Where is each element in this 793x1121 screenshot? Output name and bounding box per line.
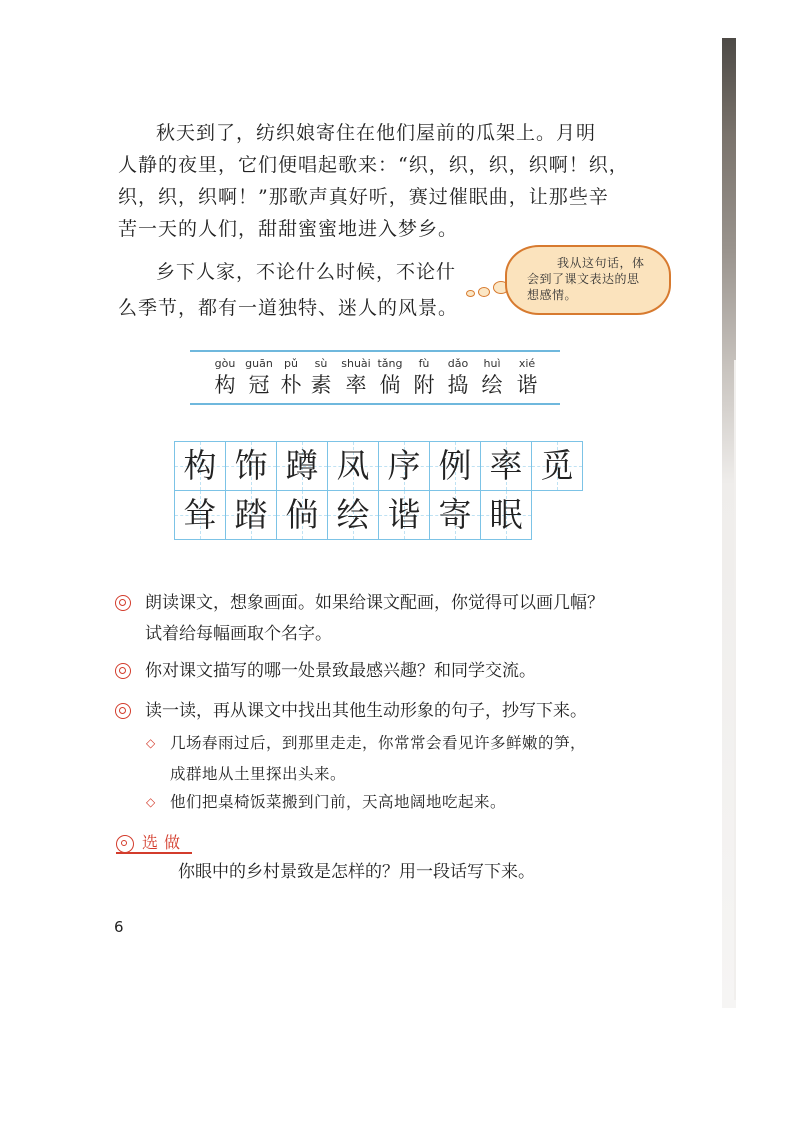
char-cell [174, 490, 226, 540]
hanzi: 朴 [280, 373, 302, 397]
practice-char: 耸 [183, 495, 217, 534]
hanzi: 率 [345, 373, 367, 397]
char-cell [225, 490, 277, 540]
pinyin: shuài [341, 357, 371, 370]
char-cell [429, 490, 481, 540]
exercise-bullet-icon [115, 595, 131, 611]
exercise-bullet-icon [115, 703, 131, 719]
pinyin-word [505, 357, 549, 399]
pinyin: sù [314, 357, 328, 370]
divider [190, 403, 560, 405]
char-cell [531, 441, 583, 491]
practice-char: 倘 [285, 495, 319, 534]
pinyin: guān [245, 357, 273, 370]
char-cell [225, 441, 277, 491]
bubble-line: 会到了课文表达的思 [527, 272, 640, 286]
practice-char: 蹲 [285, 446, 319, 485]
diamond-bullet-icon: ◇ [146, 795, 156, 809]
char-cell [327, 441, 379, 491]
exercise-bullet-icon [115, 663, 131, 679]
page-edge-line [734, 360, 736, 1000]
divider [190, 350, 560, 352]
text-line: 么季节，都有一道独特、迷人的风景。 [118, 297, 459, 319]
pinyin: fù [418, 357, 430, 370]
pinyin: gòu [214, 357, 236, 370]
practice-char: 饰 [234, 446, 268, 485]
hanzi: 绘 [481, 373, 503, 397]
char-cell [480, 441, 532, 491]
practice-char: 凤 [336, 446, 370, 485]
exercise-text: 你对课文描写的哪一处景致最感兴趣？和同学交流。 [145, 661, 536, 681]
char-cell [378, 490, 430, 540]
practice-char: 序 [387, 446, 421, 485]
exercise-text: 试着给每幅画取个名字。 [145, 624, 332, 644]
bubble-text [527, 255, 662, 303]
hanzi: 附 [413, 373, 435, 397]
text-line: 苦一天的人们，甜甜蜜蜜地进入梦乡。 [118, 218, 459, 240]
hanzi: 谐 [516, 373, 538, 397]
page-number: 6 [114, 918, 124, 936]
optional-underline [116, 852, 192, 854]
text-line: 人静的夜里，它们便唱起歌来：“织，织，织，织啊！织， [118, 154, 629, 176]
hanzi: 冠 [248, 373, 270, 397]
pinyin: dǎo [447, 357, 469, 370]
char-cell [429, 441, 481, 491]
practice-char: 率 [489, 446, 523, 485]
bubble-tail-dot [466, 290, 475, 297]
char-cell [480, 490, 532, 540]
text-line: 乡下人家，不论什么时候，不论什 [156, 261, 457, 283]
practice-char: 寄 [438, 495, 472, 534]
diamond-bullet-icon: ◇ [146, 736, 156, 750]
char-cell [276, 441, 328, 491]
char-cell [378, 441, 430, 491]
char-cell [327, 490, 379, 540]
example-text: 他们把桌椅饭菜搬到门前，天高地阔地吃起来。 [170, 793, 507, 811]
optional-label: 选做 [142, 833, 187, 852]
exercise-text: 朗读课文，想象画面。如果给课文配画，你觉得可以画几幅？ [145, 593, 604, 613]
practice-char: 例 [438, 446, 472, 485]
bubble-tail-dot [478, 287, 490, 297]
hanzi: 捣 [447, 373, 469, 397]
pinyin: pǔ [284, 357, 298, 370]
bubble-line: 想感情。 [527, 288, 578, 302]
pinyin: huì [483, 357, 501, 370]
practice-char: 构 [183, 446, 217, 485]
char-cell [276, 490, 328, 540]
exercise-text: 读一读，再从课文中找出其他生动形象的句子，抄写下来。 [145, 701, 587, 721]
optional-icon [116, 835, 134, 853]
practice-char: 谐 [387, 495, 421, 534]
practice-char: 觅 [540, 446, 574, 485]
hanzi: 构 [214, 373, 236, 397]
pinyin: tǎng [377, 357, 403, 370]
bubble-line: 我从这句话，体 [557, 256, 645, 270]
practice-char: 眠 [489, 495, 523, 534]
practice-char: 踏 [234, 495, 268, 534]
practice-char: 绘 [336, 495, 370, 534]
text-line: 秋天到了，纺织娘寄住在他们屋前的瓜架上。月明 [156, 122, 597, 144]
example-text: 成群地从土里探出头来。 [170, 765, 347, 783]
hanzi: 倘 [379, 373, 401, 397]
text-line: 织，织，织啊！”那歌声真好听，赛过催眠曲，让那些辛 [118, 186, 609, 208]
optional-text: 你眼中的乡村景致是怎样的？用一段话写下来。 [178, 862, 535, 882]
char-cell [174, 441, 226, 491]
pinyin: xié [518, 357, 536, 370]
example-text: 几场春雨过后，到那里走走，你常常会看见许多鲜嫩的笋， [170, 734, 587, 752]
hanzi: 素 [310, 373, 332, 397]
